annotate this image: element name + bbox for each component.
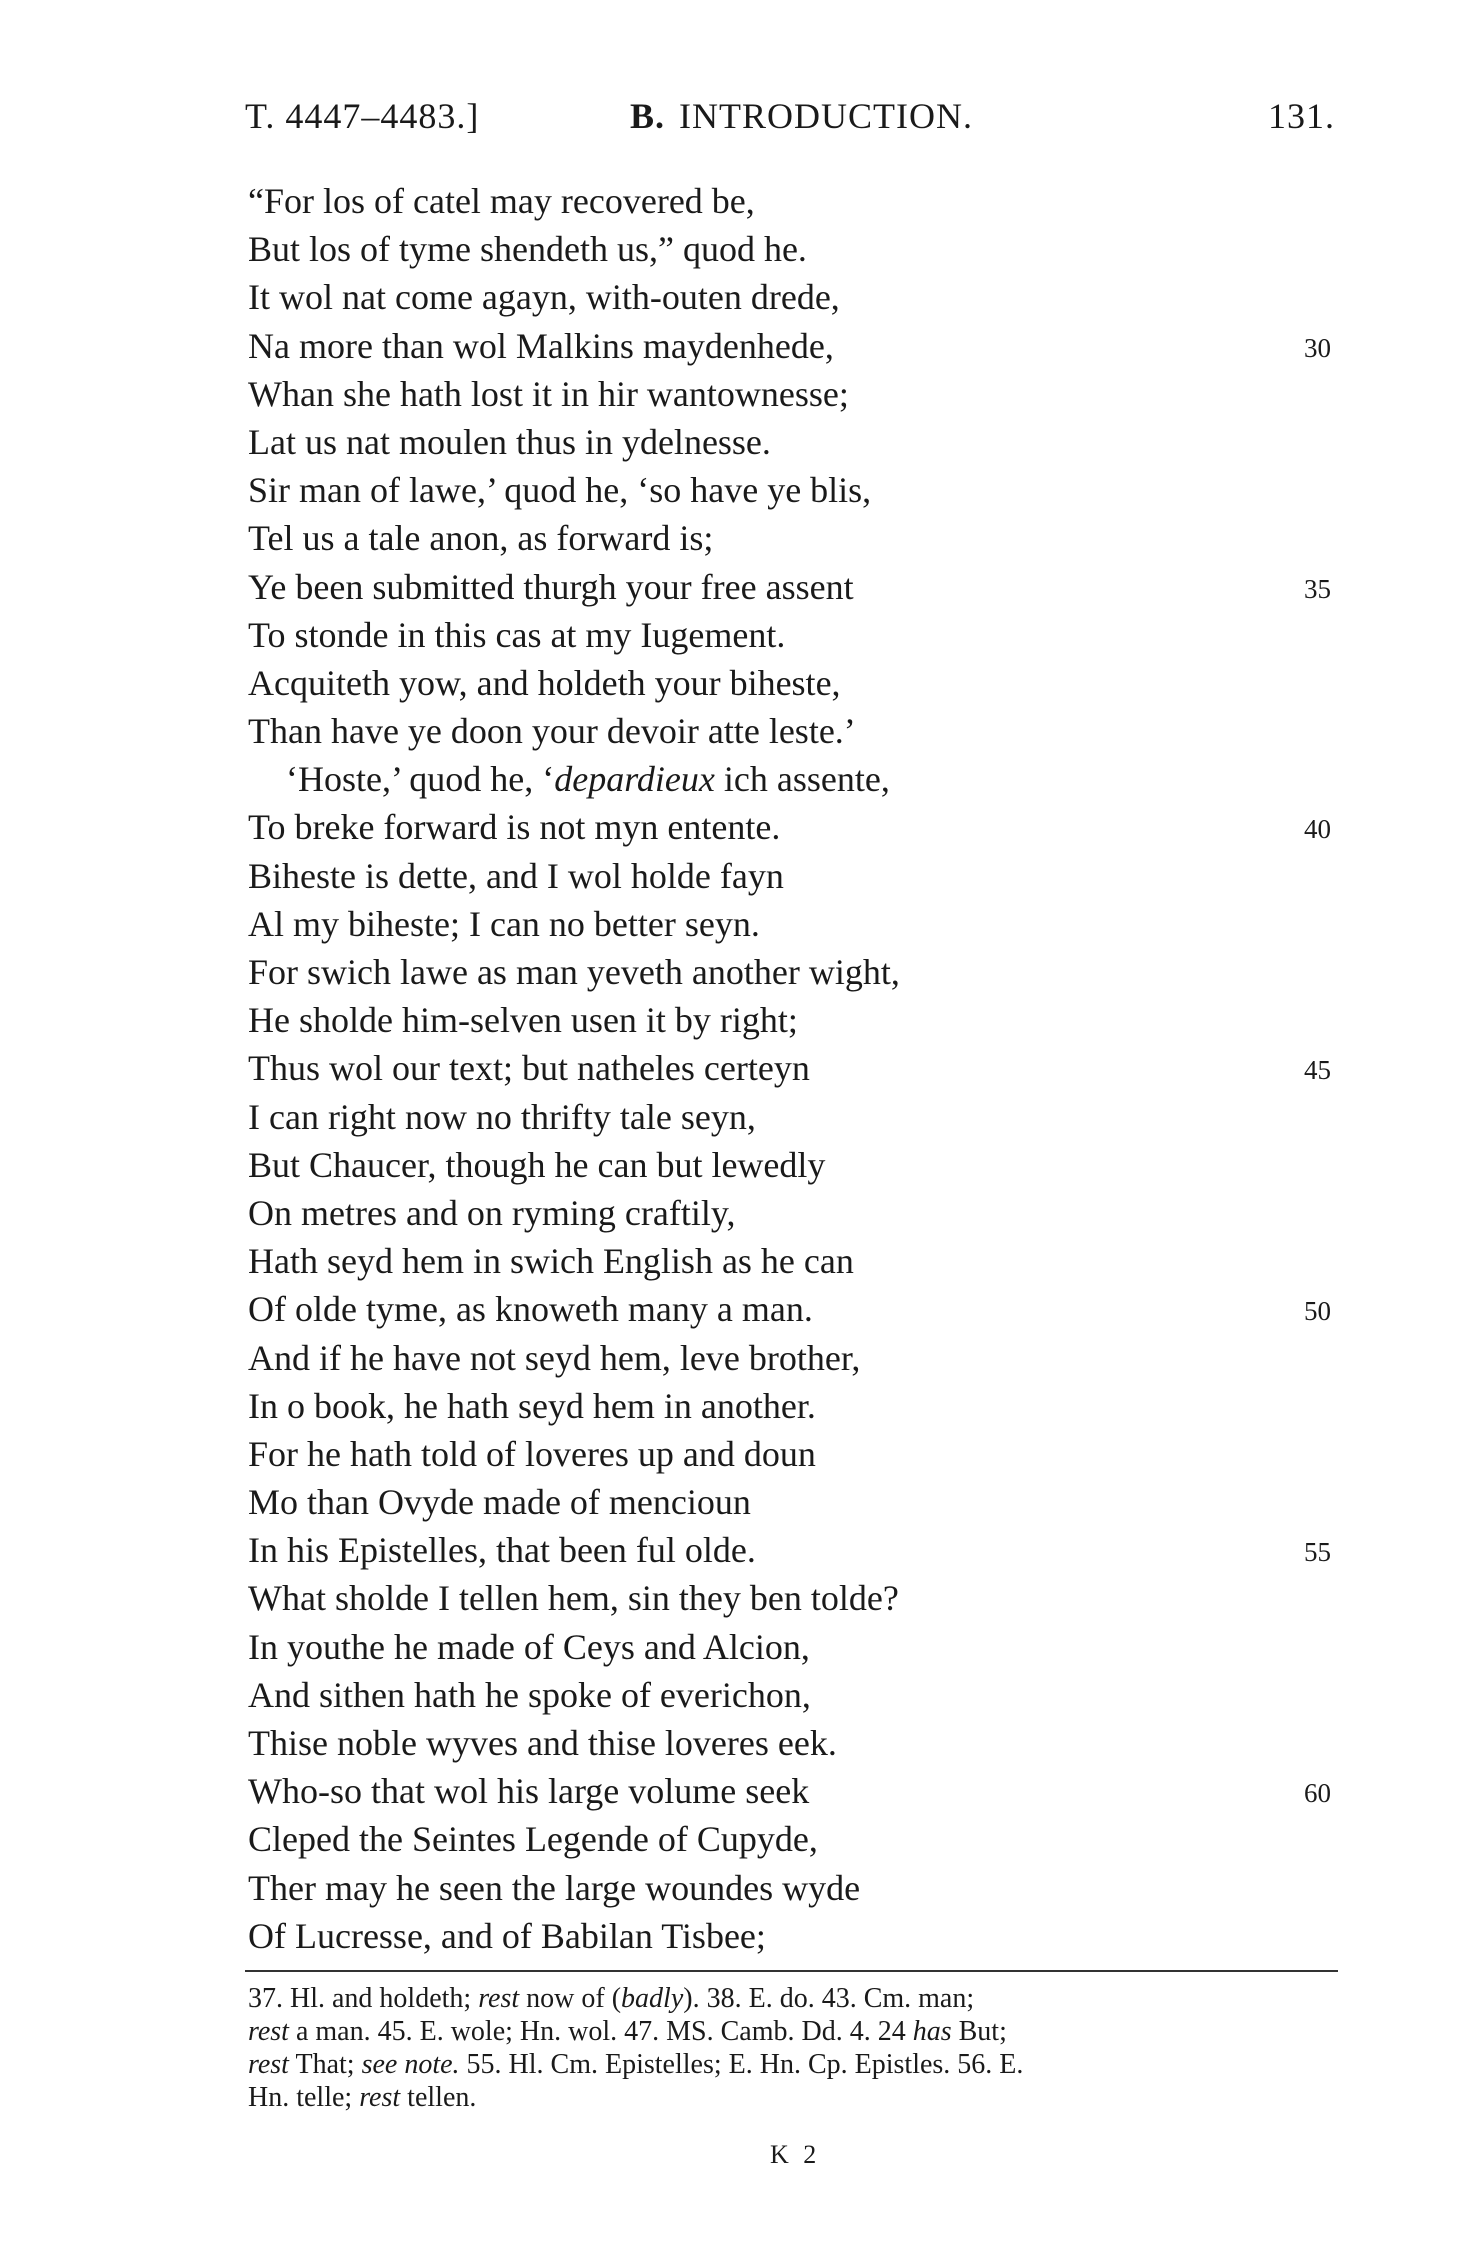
verse-text: In youthe he made of Ceys and Alcion, <box>248 1626 810 1667</box>
poem-text <box>248 177 1348 1960</box>
verse-text: But los of tyme shendeth us,” quod he. <box>248 229 807 270</box>
signature-mark: K 2 <box>770 2140 821 2169</box>
verse-text: ‘Hoste,’ quod he, ‘depardieux ich assente, <box>286 759 890 800</box>
verse-line <box>248 273 1348 321</box>
verse-line <box>248 755 1348 803</box>
verse-text: Sir man of lawe,’ quod he, ‘so have ye blis, <box>248 470 872 511</box>
verse-text: Na more than wol Malkins maydenhede, <box>248 325 834 366</box>
verse-text: Biheste is dette, and I wol holde fayn <box>248 855 784 896</box>
verse-text: In his Epistelles, that been ful olde. <box>248 1530 756 1571</box>
line-number: 60 <box>1304 1778 1331 1809</box>
footnote-line-3: rest That; see note. 55. Hl. Cm. Epistelles; E. Hn. Cp. Epistles. 56. E. <box>248 2049 1024 2080</box>
verse-line <box>248 996 1348 1044</box>
verse-line <box>248 466 1348 514</box>
page-number: 131. <box>1268 96 1335 136</box>
verse-text: Tel us a tale anon, as forward is; <box>248 518 714 559</box>
verse-text: Mo than Ovyde made of mencioun <box>248 1482 751 1523</box>
verse-line <box>248 1044 1348 1092</box>
footnote-line-2: rest a man. 45. E. wole; Hn. wol. 47. MS. Camb. Dd. 4. 24 has But; <box>248 2016 1007 2047</box>
line-number: 55 <box>1304 1537 1331 1568</box>
verse-text: Lat us nat moulen thus in ydelnesse. <box>248 421 771 462</box>
verse-line <box>248 1189 1348 1237</box>
verse-text: What sholde I tellen hem, sin they ben tolde? <box>248 1578 899 1619</box>
verse-line <box>248 1093 1348 1141</box>
verse-text: To stonde in this cas at my Iugement. <box>248 614 786 655</box>
section-name: INTRODUCTION. <box>679 96 973 136</box>
verse-text: Ther may he seen the large woundes wyde <box>248 1867 861 1908</box>
line-number: 30 <box>1304 332 1331 363</box>
verse-text: Acquiteth yow, and holdeth your biheste, <box>248 662 841 703</box>
verse-line <box>248 225 1348 273</box>
verse-line <box>248 852 1348 900</box>
verse-text: But Chaucer, though he can but lewedly <box>248 1144 826 1185</box>
verse-line <box>248 322 1348 370</box>
verse-line <box>248 1478 1348 1526</box>
verse-text: Hath seyd hem in swich English as he can <box>248 1241 854 1282</box>
verse-text: I can right now no thrifty tale seyn, <box>248 1096 756 1137</box>
verse-text: For swich lawe as man yeveth another wight, <box>248 952 900 992</box>
footnote-divider <box>245 1970 1338 1972</box>
verse-line <box>248 563 1348 611</box>
verse-text: Ye been submitted thurgh your free assent <box>248 566 854 607</box>
verse-text: He sholde him-selven usen it by right; <box>248 1000 798 1041</box>
verse-text: Who-so that wol his large volume seek <box>248 1771 810 1812</box>
verse-text: On metres and on ryming craftily, <box>248 1192 736 1233</box>
section-letter: B. <box>630 96 666 136</box>
line-number: 35 <box>1304 573 1331 604</box>
verse-text: To breke forward is not myn entente. <box>248 807 781 848</box>
verse-text: Thise noble wyves and thise loveres eek. <box>248 1723 837 1763</box>
verse-line <box>248 177 1348 225</box>
verse-line <box>248 1382 1348 1430</box>
verse-line <box>248 1285 1348 1333</box>
verse-line <box>248 1526 1348 1574</box>
footnotes <box>248 1982 1340 2114</box>
line-number: 50 <box>1304 1296 1331 1327</box>
verse-line <box>248 900 1348 948</box>
verse-line <box>248 1574 1348 1622</box>
verse-line <box>248 1815 1348 1863</box>
verse-text: For he hath told of loveres up and doun <box>248 1433 816 1474</box>
verse-line <box>248 370 1348 418</box>
verse-text: It wol nat come agayn, with-outen drede, <box>248 277 840 318</box>
verse-line <box>248 1334 1348 1382</box>
verse-line <box>248 1623 1348 1671</box>
running-header <box>245 95 1335 145</box>
verse-line <box>248 1237 1348 1285</box>
verse-line <box>248 1671 1348 1719</box>
verse-text: Cleped the Seintes Legende of Cupyde, <box>248 1819 818 1860</box>
verse-line <box>248 707 1348 755</box>
verse-text: Al my biheste; I can no better seyn. <box>248 903 760 944</box>
verse-line <box>248 418 1348 466</box>
verse-text: Thus wol our text; but natheles certeyn <box>248 1048 810 1089</box>
verse-line <box>248 803 1348 851</box>
verse-line <box>248 1767 1348 1815</box>
line-range: T. 4447–4483.] <box>245 96 480 136</box>
verse-line <box>248 1912 1348 1960</box>
verse-text: Whan she hath lost it in hir wantownesse; <box>248 373 849 414</box>
verse-text: Of olde tyme, as knoweth many a man. <box>248 1289 813 1330</box>
verse-line <box>248 948 1348 996</box>
verse-line <box>248 659 1348 707</box>
verse-text: And if he have not seyd hem, leve brother, <box>248 1337 861 1378</box>
line-number: 45 <box>1304 1055 1331 1086</box>
footnote-line-4: Hn. telle; rest tellen. <box>248 2082 477 2113</box>
verse-line <box>248 1141 1348 1189</box>
section-title <box>630 95 973 137</box>
verse-line <box>248 1430 1348 1478</box>
footnote-line-1: 37. Hl. and holdeth; rest now of (badly). 38. E. do. 43. Cm. man; <box>248 1983 975 2014</box>
verse-text: Of Lucresse, and of Babilan Tisbee; <box>248 1915 766 1956</box>
verse-text: And sithen hath he spoke of everichon, <box>248 1674 811 1715</box>
verse-line <box>248 611 1348 659</box>
line-number: 40 <box>1304 814 1331 845</box>
verse-text: In o book, he hath seyd hem in another. <box>248 1385 816 1426</box>
verse-text: Than have ye doon your devoir atte leste.’ <box>248 711 856 752</box>
verse-line <box>248 1864 1348 1912</box>
verse-line <box>248 1719 1348 1767</box>
verse-line <box>248 514 1348 562</box>
verse-text: “For los of catel may recovered be, <box>248 181 755 221</box>
